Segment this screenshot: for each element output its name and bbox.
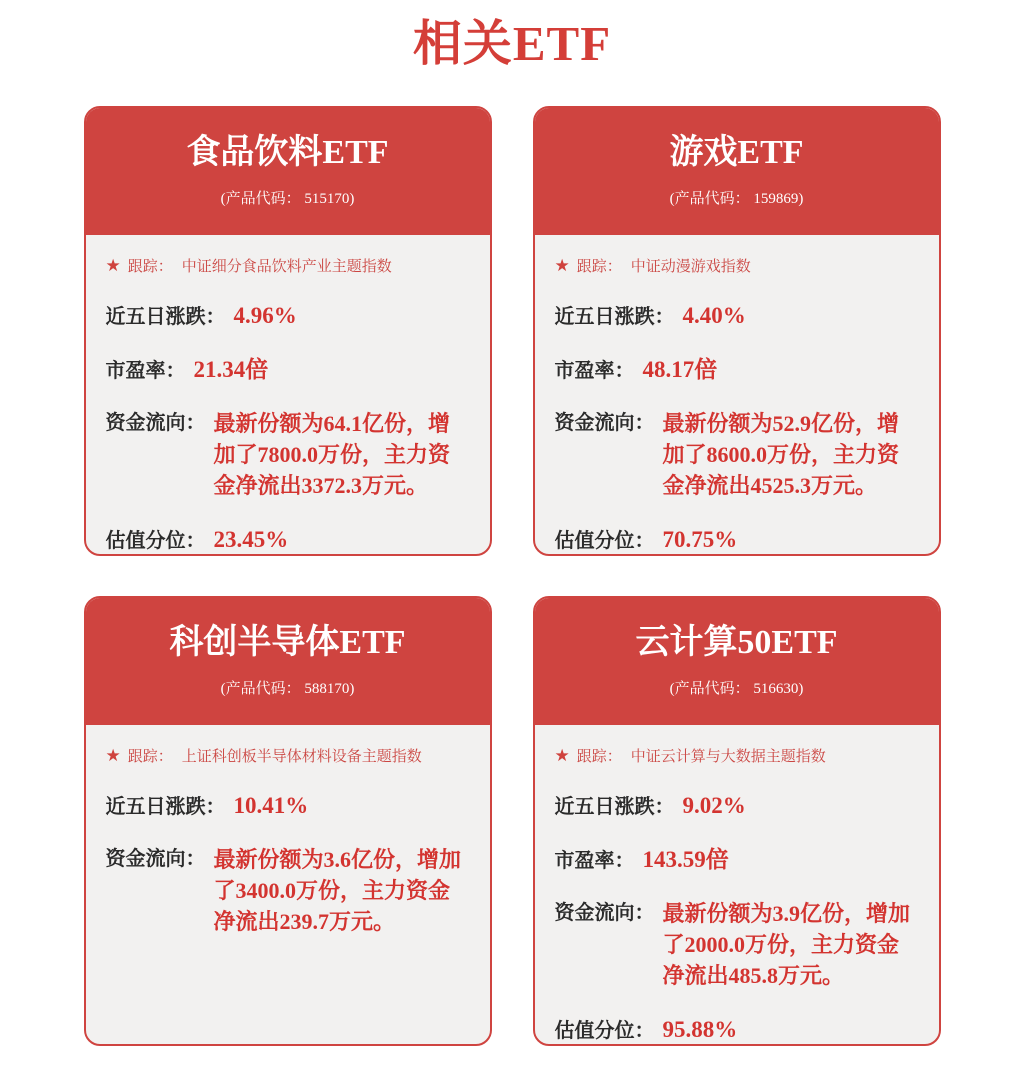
card-header (535, 598, 939, 725)
etf-cards-grid (84, 106, 941, 1046)
etf-card-gaming (533, 106, 941, 556)
valuation-percentile-row (106, 525, 470, 556)
etf-card-star-semiconductor (84, 596, 492, 1046)
valuation-percentile-label: 估值分位： (554, 1019, 655, 1042)
star-icon: ★ (105, 256, 121, 276)
page-title: 相关ETF (412, 16, 612, 71)
fund-flow-row (106, 409, 470, 501)
star-icon: ★ (105, 746, 121, 766)
star-icon: ★ (554, 746, 570, 766)
track-label: 跟踪： (127, 258, 173, 276)
etf-name: 游戏ETF (669, 134, 804, 172)
five-day-change-row (106, 301, 470, 332)
star-icon: ★ (554, 256, 570, 276)
valuation-percentile-label: 估值分位： (554, 529, 655, 552)
fund-flow-row (555, 899, 919, 991)
pe-ratio-value: 21.34倍 (193, 357, 269, 383)
fund-flow-value: 最新份额为64.1亿份，增加了7800.0万份，主力资金净流出3372.3万元。 (213, 411, 451, 498)
five-day-change-row (106, 791, 470, 822)
pe-ratio-value: 48.17倍 (642, 357, 718, 383)
card-body (535, 725, 939, 1045)
etf-product-code: (产品代码： 159869) (669, 191, 804, 208)
fund-flow-value: 最新份额为3.6亿份，增加了3400.0万份，主力资金净流出239.7万元。 (213, 847, 462, 934)
etf-name: 云计算50ETF (635, 624, 838, 662)
tracked-index-row (106, 745, 470, 766)
valuation-percentile-row (555, 525, 919, 556)
valuation-percentile-label: 估值分位： (105, 529, 206, 552)
tracked-index-name: 中证细分食品饮料产业主题指数 (181, 258, 392, 276)
five-day-change-value: 10.41% (233, 793, 309, 819)
etf-card-food-beverage (84, 106, 492, 556)
etf-product-code: (产品代码： 515170) (220, 191, 355, 208)
five-day-change-row (555, 791, 919, 822)
five-day-change-value: 9.02% (682, 793, 746, 819)
five-day-change-label: 近五日涨跌： (105, 306, 226, 329)
etf-name: 科创半导体ETF (169, 624, 406, 662)
fund-flow-value: 最新份额为52.9亿份，增加了8600.0万份，主力资金净流出4525.3万元。 (662, 411, 900, 498)
card-body (86, 725, 490, 937)
five-day-change-value: 4.40% (682, 303, 746, 329)
five-day-change-label: 近五日涨跌： (105, 796, 226, 819)
pe-ratio-label: 市盈率： (554, 360, 635, 383)
valuation-percentile-row (555, 1015, 919, 1046)
fund-flow-row (555, 409, 919, 501)
etf-name: 食品饮料ETF (186, 134, 389, 172)
five-day-change-row (555, 301, 919, 332)
tracked-index-row (106, 255, 470, 276)
card-header (535, 108, 939, 235)
tracked-index-name: 上证科创板半导体材料设备主题指数 (181, 748, 422, 766)
track-label: 跟踪： (127, 748, 173, 766)
valuation-percentile-value: 23.45% (213, 526, 289, 552)
fund-flow-row (106, 845, 470, 937)
track-label: 跟踪： (576, 748, 622, 766)
five-day-change-label: 近五日涨跌： (554, 796, 675, 819)
pe-ratio-row (555, 355, 919, 386)
valuation-percentile-value: 95.88% (662, 1016, 738, 1042)
card-header (86, 598, 490, 725)
tracked-index-name: 中证云计算与大数据主题指数 (630, 748, 826, 766)
fund-flow-value: 最新份额为3.9亿份，增加了2000.0万份，主力资金净流出485.8万元。 (662, 901, 911, 988)
valuation-percentile-value: 70.75% (662, 526, 738, 552)
etf-product-code: (产品代码： 588170) (220, 681, 355, 698)
pe-ratio-row (106, 355, 470, 386)
pe-ratio-value: 143.59倍 (642, 847, 729, 873)
pe-ratio-row (555, 845, 919, 876)
fund-flow-label: 资金流向： (105, 848, 206, 871)
card-header (86, 108, 490, 235)
tracked-index-row (555, 745, 919, 766)
card-body (535, 235, 939, 555)
fund-flow-label: 资金流向： (554, 412, 655, 435)
pe-ratio-label: 市盈率： (554, 850, 635, 873)
five-day-change-value: 4.96% (233, 303, 297, 329)
five-day-change-label: 近五日涨跌： (554, 306, 675, 329)
fund-flow-label: 资金流向： (554, 902, 655, 925)
etf-card-cloud-computing (533, 596, 941, 1046)
fund-flow-label: 资金流向： (105, 412, 206, 435)
tracked-index-row (555, 255, 919, 276)
track-label: 跟踪： (576, 258, 622, 276)
pe-ratio-label: 市盈率： (105, 360, 186, 383)
tracked-index-name: 中证动漫游戏指数 (630, 258, 751, 276)
card-body (86, 235, 490, 555)
etf-product-code: (产品代码： 516630) (669, 681, 804, 698)
